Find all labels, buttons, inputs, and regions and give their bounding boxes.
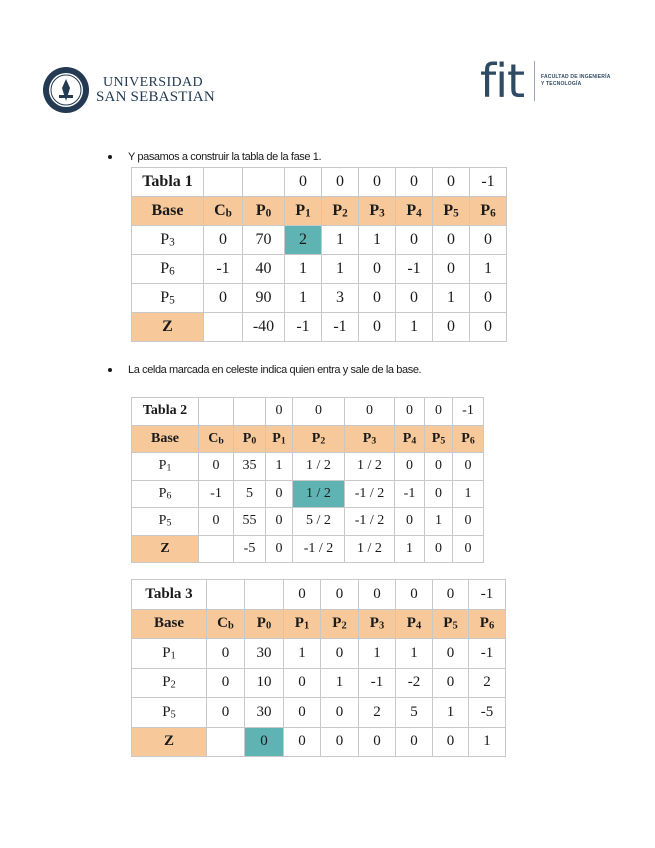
table-title: Tabla 2 <box>132 398 199 426</box>
column-header: $P_0$ <box>243 197 285 226</box>
table-cell: 0 <box>453 453 484 481</box>
table-cell: 1 <box>359 639 396 669</box>
table-cell: 0 <box>396 284 433 313</box>
table-cell: 0 <box>266 508 293 536</box>
table-cell: 1 <box>425 508 453 536</box>
column-header: $P_1$ <box>284 609 321 639</box>
table-cell: 1 <box>469 727 506 757</box>
bullet-item <box>108 151 321 163</box>
base-cell: $P_5$ <box>132 284 204 313</box>
table-cell: 30 <box>245 639 284 669</box>
base-cell: $P_5$ <box>132 698 207 728</box>
table-cell: 1 <box>285 284 322 313</box>
table-cell: 0 <box>321 727 359 757</box>
table-cell: 0 <box>396 727 433 757</box>
header-row <box>132 609 506 639</box>
table-cell: -5 <box>234 535 266 563</box>
fit-subtitle-line2: Y TECNOLOGÍA <box>541 81 582 87</box>
table-cell: 1 / 2 <box>293 453 345 481</box>
table-cell: 0 <box>359 727 396 757</box>
cost-cell: -1 <box>470 168 507 197</box>
column-header: $P_0$ <box>245 609 284 639</box>
simplex-table-1 <box>131 167 507 342</box>
table-cell: -1 <box>396 255 433 284</box>
pivot-cell: 1 / 2 <box>293 480 345 508</box>
base-cell: $P_6$ <box>132 255 204 284</box>
column-header: $P_5$ <box>425 425 453 453</box>
cost-cell: -1 <box>453 398 484 426</box>
table-row <box>132 284 507 313</box>
table-cell: 0 <box>425 480 453 508</box>
table-cell: 10 <box>245 668 284 698</box>
cost-cell: 0 <box>433 580 469 610</box>
table-cell: -1 <box>469 639 506 669</box>
table-cell: 0 <box>433 668 469 698</box>
column-header: $P_1$ <box>285 197 322 226</box>
cost-cell <box>207 580 245 610</box>
z-label: Z <box>132 727 207 757</box>
table-row <box>132 255 507 284</box>
table-cell: 0 <box>359 313 396 342</box>
cost-cell: 0 <box>359 580 396 610</box>
column-header: $P_3$ <box>359 197 396 226</box>
table-cell: 1 <box>395 535 425 563</box>
cost-cell <box>204 168 243 197</box>
table-cell: 3 <box>322 284 359 313</box>
table-cell: -1 / 2 <box>345 480 395 508</box>
cost-cell: 0 <box>345 398 395 426</box>
simplex-table-3 <box>131 579 506 757</box>
cost-cell <box>234 398 266 426</box>
cost-cell: 0 <box>321 580 359 610</box>
column-header: $P_6$ <box>453 425 484 453</box>
column-header: $P_2$ <box>322 197 359 226</box>
column-header: $P_4$ <box>395 425 425 453</box>
base-cell: $P_2$ <box>132 668 207 698</box>
column-header: $P_5$ <box>433 609 469 639</box>
table-title: Tabla 3 <box>132 580 207 610</box>
table-cell: 30 <box>245 698 284 728</box>
university-logo <box>42 66 215 114</box>
table-cell: 1 <box>322 226 359 255</box>
table-cell: 0 <box>207 698 245 728</box>
table-row <box>132 226 507 255</box>
cost-row <box>132 580 506 610</box>
cost-cell: 0 <box>359 168 396 197</box>
table-cell: -1 / 2 <box>293 535 345 563</box>
z-label: Z <box>132 313 204 342</box>
table-row <box>132 698 506 728</box>
table-cell: 1 <box>396 639 433 669</box>
table-cell: 90 <box>243 284 285 313</box>
table-cell: -40 <box>243 313 285 342</box>
cost-cell: 0 <box>396 580 433 610</box>
column-header: Base <box>132 197 204 226</box>
table-cell: 0 <box>425 535 453 563</box>
table-cell: 0 <box>433 639 469 669</box>
column-header: $P_2$ <box>293 425 345 453</box>
base-cell: $P_3$ <box>132 226 204 255</box>
cost-cell: 0 <box>293 398 345 426</box>
header-row <box>132 425 484 453</box>
table-cell: 0 <box>453 508 484 536</box>
base-cell: $P_1$ <box>132 453 199 481</box>
table-cell: -1 <box>359 668 396 698</box>
table-cell: 0 <box>433 255 470 284</box>
header-row <box>132 197 507 226</box>
table-cell: 0 <box>284 698 321 728</box>
table-cell: 0 <box>395 453 425 481</box>
table-cell: 40 <box>243 255 285 284</box>
column-header: $P_2$ <box>321 609 359 639</box>
table-cell <box>199 535 234 563</box>
bullet-dot-icon <box>108 155 112 159</box>
table-cell: 1 <box>285 255 322 284</box>
table-cell: 0 <box>470 313 507 342</box>
z-row <box>132 727 506 757</box>
cost-cell: 0 <box>284 580 321 610</box>
cost-cell: 0 <box>433 168 470 197</box>
table-cell: 0 <box>470 226 507 255</box>
column-header: $C_b$ <box>199 425 234 453</box>
table-cell: 35 <box>234 453 266 481</box>
simplex-table-2 <box>131 397 484 563</box>
cost-cell <box>199 398 234 426</box>
table-cell: -1 <box>395 480 425 508</box>
cost-cell <box>245 580 284 610</box>
base-cell: $P_6$ <box>132 480 199 508</box>
table-cell: 5 <box>234 480 266 508</box>
table-cell: 0 <box>359 255 396 284</box>
table-cell: -1 <box>199 480 234 508</box>
table-cell: 0 <box>359 284 396 313</box>
column-header: $P_1$ <box>266 425 293 453</box>
university-name <box>96 76 215 104</box>
table-cell: 0 <box>433 727 469 757</box>
column-header: Base <box>132 425 199 453</box>
table-cell: 1 <box>453 480 484 508</box>
z-row <box>132 313 507 342</box>
table-row <box>132 639 506 669</box>
table-cell: 0 <box>321 639 359 669</box>
table-cell: 0 <box>453 535 484 563</box>
table-cell: 0 <box>470 284 507 313</box>
university-name-line2: SAN SEBASTIAN <box>96 89 215 105</box>
cost-cell <box>243 168 285 197</box>
table-cell: -1 <box>322 313 359 342</box>
column-header: $P_6$ <box>469 609 506 639</box>
bullet-text: La celda marcada en celeste indica quien entra y sale de la base. <box>128 364 422 376</box>
fit-wordmark: fit <box>480 54 525 108</box>
table-cell: 0 <box>425 453 453 481</box>
university-seal-icon <box>42 66 90 114</box>
table-cell: 0 <box>204 226 243 255</box>
bullet-dot-icon <box>108 368 112 372</box>
table-cell: 1 <box>322 255 359 284</box>
table-row <box>132 453 484 481</box>
table-cell: 1 <box>359 226 396 255</box>
table-cell: 1 <box>470 255 507 284</box>
table-cell: 1 <box>321 668 359 698</box>
table-cell: 2 <box>359 698 396 728</box>
table-cell: -1 <box>285 313 322 342</box>
base-cell: $P_1$ <box>132 639 207 669</box>
base-cell: $P_5$ <box>132 508 199 536</box>
cost-cell: 0 <box>395 398 425 426</box>
university-name-line1: UNIVERSIDAD <box>103 75 204 90</box>
table-cell: 0 <box>266 480 293 508</box>
bullet-item <box>108 364 421 376</box>
table-cell: 2 <box>469 668 506 698</box>
table-cell: 1 <box>433 698 469 728</box>
column-header: $P_6$ <box>470 197 507 226</box>
table-cell: 5 / 2 <box>293 508 345 536</box>
column-header: $C_b$ <box>207 609 245 639</box>
table-cell: 1 <box>433 284 470 313</box>
cost-row <box>132 168 507 197</box>
table-title: Tabla 1 <box>132 168 204 197</box>
table-cell <box>204 313 243 342</box>
pivot-cell: 0 <box>245 727 284 757</box>
table-cell: 0 <box>199 453 234 481</box>
table-cell: -1 <box>204 255 243 284</box>
column-header: $C_b$ <box>204 197 243 226</box>
fit-logo <box>480 54 611 108</box>
fit-subtitle-line1: FACULTAD DE INGENIERÍA <box>541 74 611 80</box>
table-cell: 0 <box>321 698 359 728</box>
table-row <box>132 668 506 698</box>
table-cell: 0 <box>199 508 234 536</box>
pivot-cell: 2 <box>285 226 322 255</box>
table-cell: 5 <box>396 698 433 728</box>
table-cell: 0 <box>284 668 321 698</box>
table-cell: -1 / 2 <box>345 508 395 536</box>
column-header: $P_0$ <box>234 425 266 453</box>
table-cell: 0 <box>433 226 470 255</box>
cost-cell: -1 <box>469 580 506 610</box>
table-cell: -5 <box>469 698 506 728</box>
table-cell: 1 / 2 <box>345 453 395 481</box>
bullet-text: Y pasamos a construir la tabla de la fase 1. <box>128 151 322 163</box>
table-cell: 0 <box>395 508 425 536</box>
table-cell: 1 / 2 <box>345 535 395 563</box>
column-header: $P_3$ <box>345 425 395 453</box>
table-cell: -2 <box>396 668 433 698</box>
table-cell <box>207 727 245 757</box>
table-cell: 55 <box>234 508 266 536</box>
table-cell: 0 <box>396 226 433 255</box>
table-cell: 0 <box>284 727 321 757</box>
table-cell: 1 <box>396 313 433 342</box>
column-header: Base <box>132 609 207 639</box>
cost-cell: 0 <box>322 168 359 197</box>
table-cell: 70 <box>243 226 285 255</box>
table-cell: 1 <box>284 639 321 669</box>
cost-cell: 0 <box>425 398 453 426</box>
cost-cell: 0 <box>285 168 322 197</box>
table-row <box>132 480 484 508</box>
column-header: $P_4$ <box>396 197 433 226</box>
table-cell: 0 <box>266 535 293 563</box>
table-cell: 0 <box>433 313 470 342</box>
z-label: Z <box>132 535 199 563</box>
table-cell: 0 <box>204 284 243 313</box>
table-cell: 0 <box>207 639 245 669</box>
fit-divider <box>534 61 535 101</box>
fit-subtitle <box>541 74 611 88</box>
cost-cell: 0 <box>266 398 293 426</box>
column-header: $P_5$ <box>433 197 470 226</box>
table-cell: 1 <box>266 453 293 481</box>
cost-cell: 0 <box>396 168 433 197</box>
column-header: $P_4$ <box>396 609 433 639</box>
column-header: $P_3$ <box>359 609 396 639</box>
table-row <box>132 508 484 536</box>
table-cell: 0 <box>207 668 245 698</box>
cost-row <box>132 398 484 426</box>
z-row <box>132 535 484 563</box>
